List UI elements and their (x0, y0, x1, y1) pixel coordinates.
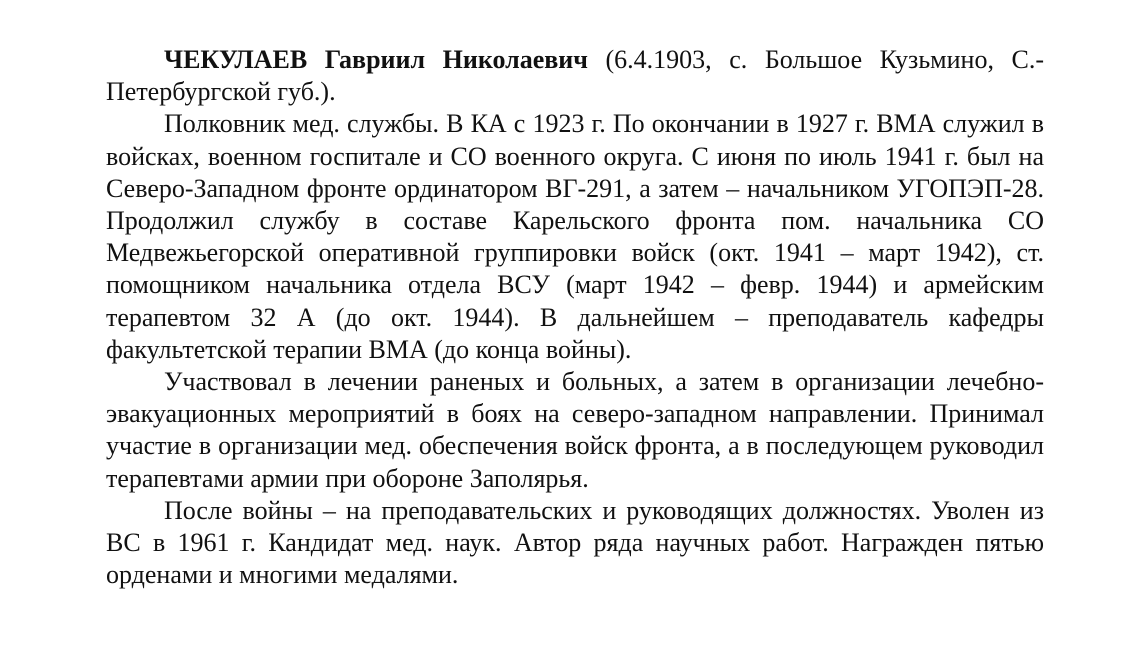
heading-paragraph (106, 44, 1044, 108)
birth-details: (6.4.1903, с. Большое Кузьмино, С.-Петербургской губ.). (106, 45, 1045, 107)
combat-paragraph: Участвовал в лечении раненых и больных, а затем в организации лечебно-эвакуационных мероприятий в боях на северо-западном направлении. Принимал участие в организации мед. обеспечения войск фронта, а в последующем руководил терапевтами армии при обороне Заполярья. (106, 367, 1044, 493)
biography-document (106, 44, 1044, 591)
service-paragraph: Полковник мед. службы. В КА с 1923 г. По окончании в 1927 г. ВМА служил в войсках, военном госпитале и СО военного округа. С июня по июль 1941 г. был на Северо-Западном фронте ординатором ВГ-291, а затем – начальником УГОПЭП-28. Продолжил службу в составе Карельского фронта пом. начальника СО Медвежьегорской оперативной группировки войск (окт. 1941 – март 1942), ст. помощником начальника отдела ВСУ (март 1942 – февр. 1944) и армейским терапевтом 32 А (до окт. 1944). В дальнейшем – преподаватель кафедры факультетской терапии ВМА (до конца войны). (106, 109, 1044, 364)
postwar-paragraph: После войны – на преподавательских и руководящих должностях. Уволен из ВС в 1961 г. Кандидат мед. наук. Автор ряда научных работ. Награжден пятью орденами и многими медалями. (106, 495, 1044, 590)
person-name: ЧЕКУЛАЕВ Гавриил Николаевич (164, 45, 588, 74)
